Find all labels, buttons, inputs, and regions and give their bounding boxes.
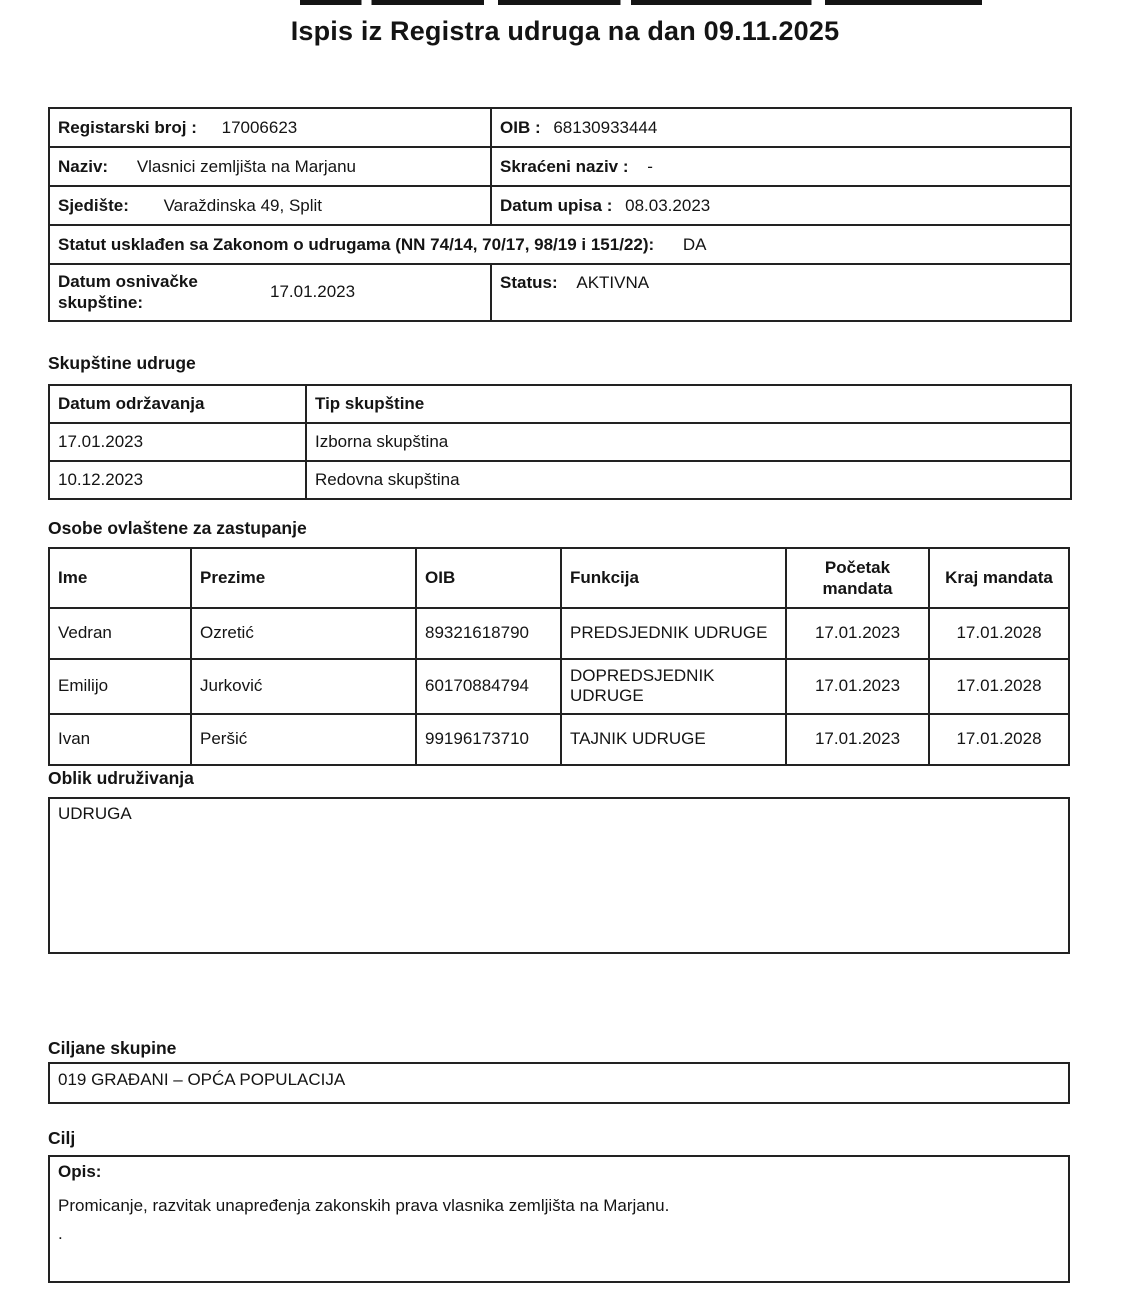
statut-cell	[49, 225, 1071, 264]
table-header-row	[49, 548, 1069, 608]
naziv-value: Vlasnici zemljišta na Marjanu	[136, 156, 357, 176]
rep-header-pocetak: Početak mandata	[786, 548, 929, 608]
status-cell	[491, 264, 1071, 321]
oib-label: OIB :	[500, 117, 541, 137]
rep-funkcija: DOPREDSJEDNIK UDRUGE	[561, 659, 786, 714]
rep-ime: Ivan	[49, 714, 191, 765]
rep-kraj: 17.01.2028	[929, 608, 1069, 659]
table-row	[49, 186, 1071, 225]
association-form-section-title: Oblik udruživanja	[48, 768, 194, 788]
oib-cell	[491, 108, 1071, 147]
table-row	[49, 225, 1071, 264]
skraceni-naziv-cell	[491, 147, 1071, 186]
sjediste-cell	[49, 186, 491, 225]
statut-value: DA	[682, 234, 707, 254]
reg-broj-label: Registarski broj :	[58, 117, 197, 137]
goal-trailing-dot: .	[58, 1224, 63, 1243]
reg-broj-value: 17006623	[221, 117, 298, 137]
representatives-section-title: Osobe ovlaštene za zastupanje	[48, 518, 307, 538]
assemblies-table	[48, 384, 1072, 500]
goal-section-title: Cilj	[48, 1128, 76, 1148]
datum-upisa-cell	[491, 186, 1071, 225]
table-row	[49, 461, 1071, 499]
rep-prezime: Jurković	[191, 659, 416, 714]
rep-oib: 89321618790	[416, 608, 561, 659]
target-groups-value: 019 GRAĐANI – OPĆA POPULACIJA	[58, 1070, 346, 1089]
association-form-box	[48, 797, 1070, 954]
oib-value: 68130933444	[553, 117, 658, 137]
table-header-row	[49, 385, 1071, 423]
reg-broj-cell	[49, 108, 491, 147]
naziv-cell	[49, 147, 491, 186]
founding-date-label: Datum osnivačke skupštine:	[58, 272, 198, 313]
rep-header-kraj: Kraj mandata	[929, 548, 1069, 608]
rep-funkcija: PREDSJEDNIK UDRUGE	[561, 608, 786, 659]
status-value: AKTIVNA	[576, 273, 650, 292]
page-title: Ispis iz Registra udruga na dan 09.11.2025	[290, 16, 840, 46]
assembly-date-header: Datum održavanja	[49, 385, 306, 423]
rep-funkcija: TAJNIK UDRUGE	[561, 714, 786, 765]
rep-ime: Emilijo	[49, 659, 191, 714]
statut-label: Statut usklađen sa Zakonom o udrugama (NN 74/14, 70/17, 98/19 i 151/22):	[58, 234, 655, 254]
assemblies-section-title: Skupštine udruge	[48, 353, 196, 373]
rep-oib: 99196173710	[416, 714, 561, 765]
table-row	[49, 608, 1069, 659]
datum-upisa-value: 08.03.2023	[625, 195, 711, 215]
table-row	[49, 659, 1069, 714]
goal-opis-label: Opis:	[58, 1162, 102, 1181]
sjediste-value: Varaždinska 49, Split	[163, 195, 323, 215]
datum-upisa-label: Datum upisa :	[500, 195, 613, 215]
rep-prezime: Peršić	[191, 714, 416, 765]
target-groups-section-title: Ciljane skupine	[48, 1038, 177, 1058]
rep-prezime: Ozretić	[191, 608, 416, 659]
founding-date-cell	[49, 264, 491, 321]
rep-header-ime: Ime	[49, 548, 191, 608]
representatives-table	[48, 547, 1070, 766]
table-row	[49, 264, 1071, 321]
rep-oib: 60170884794	[416, 659, 561, 714]
table-row	[49, 147, 1071, 186]
rep-pocetak: 17.01.2023	[786, 659, 929, 714]
rep-header-prezime: Prezime	[191, 548, 416, 608]
goal-description: Promicanje, razvitak unapređenja zakonskih prava vlasnika zemljišta na Marjanu.	[58, 1196, 670, 1215]
assembly-type-header: Tip skupštine	[306, 385, 1071, 423]
rep-pocetak: 17.01.2023	[786, 608, 929, 659]
table-row	[49, 108, 1071, 147]
table-row	[49, 714, 1069, 765]
skraceni-naziv-value: -	[647, 156, 653, 176]
goal-box	[48, 1155, 1070, 1283]
sjediste-label: Sjedište:	[58, 195, 129, 215]
rep-ime: Vedran	[49, 608, 191, 659]
assembly-type: Redovna skupština	[306, 461, 1071, 499]
association-info-table	[48, 107, 1072, 322]
assembly-type: Izborna skupština	[306, 423, 1071, 461]
rep-pocetak: 17.01.2023	[786, 714, 929, 765]
skraceni-naziv-label: Skraćeni naziv :	[500, 156, 629, 176]
founding-date-value: 17.01.2023	[270, 282, 356, 302]
cutoff-text-artifact	[300, 0, 982, 5]
assembly-date: 10.12.2023	[49, 461, 306, 499]
target-groups-box	[48, 1062, 1070, 1104]
rep-kraj: 17.01.2028	[929, 659, 1069, 714]
rep-header-oib: OIB	[416, 548, 561, 608]
association-form-value: UDRUGA	[58, 804, 132, 823]
table-row	[49, 423, 1071, 461]
assembly-date: 17.01.2023	[49, 423, 306, 461]
status-label: Status:	[500, 273, 558, 292]
rep-header-funkcija: Funkcija	[561, 548, 786, 608]
rep-kraj: 17.01.2028	[929, 714, 1069, 765]
naziv-label: Naziv:	[58, 156, 109, 176]
